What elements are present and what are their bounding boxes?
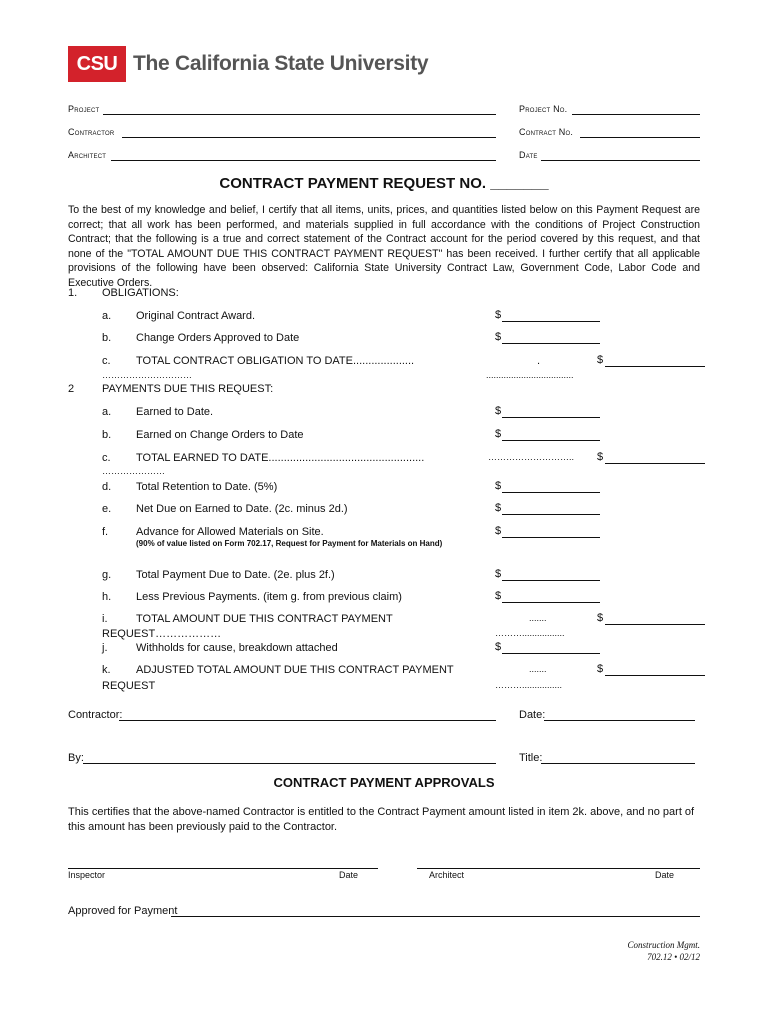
section2-number: 2: [68, 383, 75, 395]
dollar-sign: $: [495, 568, 502, 580]
item-2b-amount[interactable]: [502, 440, 600, 441]
page-title: CONTRACT PAYMENT REQUEST NO. _______: [219, 175, 549, 192]
item-2c-letter: c.: [102, 452, 111, 464]
date-field[interactable]: [541, 160, 700, 161]
form-footer: [627, 939, 700, 963]
architect-date-label: Date: [655, 870, 675, 880]
section1-number: 1.: [68, 287, 78, 299]
inspector-label: Inspector: [68, 870, 106, 880]
item-2g-label: Total Payment Due to Date. (2e. plus 2f.): [136, 569, 335, 581]
item-2d-amount[interactable]: [502, 492, 600, 493]
item-1a-label: Original Contract Award.: [136, 310, 256, 322]
item-2f-note: (90% of value listed on Form 702.17, Request for Payment for Materials on Hand): [136, 539, 443, 548]
architect-sig-field[interactable]: [417, 868, 700, 869]
item-1b-letter: b.: [102, 332, 112, 344]
item-1c-amount[interactable]: [605, 366, 705, 367]
item-2h-letter: h.: [102, 591, 112, 603]
contractor-sig-label: Contractor:: [68, 709, 123, 721]
item-2k-letter: k.: [102, 664, 111, 676]
contractor-field[interactable]: [122, 137, 496, 138]
item-1c-letter: c.: [102, 355, 111, 367]
logo-mark: CSU: [76, 53, 118, 75]
section1-title: OBLIGATIONS:: [102, 287, 179, 299]
item-2f-letter: f.: [102, 526, 109, 538]
dollar-sign: $: [597, 354, 604, 366]
dollar-sign: $: [597, 612, 604, 624]
title-label: Title:: [519, 752, 543, 764]
item-1a-amount[interactable]: [502, 321, 600, 322]
item-2e-label: Net Due on Earned to Date. (2c. minus 2d.): [136, 503, 348, 515]
item-1c-leader: …………………………: [102, 370, 192, 380]
dollar-sign: $: [495, 590, 502, 602]
item-2f-label: Advance for Allowed Materials on Site.: [136, 526, 324, 538]
contract-no-field[interactable]: [580, 137, 700, 138]
project-no-label: Project No.: [519, 104, 568, 114]
item-2j-amount[interactable]: [502, 653, 600, 654]
certification-paragraph: To the best of my knowledge and belief, I certify that all items, units, prices, and quantities listed below on this Payment Request are correct; that all work has been performed, and materials supplied in full accordance with the conditions of Project Construction Contract; that the following is a true and correct statement of the Contract account for the period covered by this request, and that none of the "TOTAL AMOUNT DUE THIS CONTRACT PAYMENT REQUEST" has been received. I further certify that all applicable provisions of the following have been observed: California State University Contract Law, Government Code, Labor Code and Executive Orders.: [68, 204, 700, 289]
item-1c-mid: .: [537, 355, 541, 367]
item-1b-label: Change Orders Approved to Date: [136, 332, 300, 344]
footer-line-1: Construction Mgmt.: [627, 940, 700, 950]
item-2g-letter: g.: [102, 569, 112, 581]
dollar-sign: $: [495, 641, 502, 653]
item-2e-letter: e.: [102, 503, 112, 515]
item-2k-mid: .......: [529, 664, 547, 674]
item-2i-label: TOTAL AMOUNT DUE THIS CONTRACT PAYMENT: [136, 613, 393, 625]
item-2k-label: ADJUSTED TOTAL AMOUNT DUE THIS CONTRACT PAYMENT: [136, 664, 454, 676]
dollar-sign: $: [495, 428, 502, 440]
approvals-title: CONTRACT PAYMENT APPROVALS: [273, 775, 495, 790]
project-field[interactable]: [103, 114, 496, 115]
item-2c-dots: ………………………..: [488, 452, 575, 462]
item-2i-label-cont: REQUEST………………: [102, 628, 222, 640]
item-2b-label: Earned on Change Orders to Date: [136, 429, 304, 441]
item-2a-amount[interactable]: [502, 417, 600, 418]
item-2c-label: TOTAL EARNED TO DATE...................................................: [136, 452, 425, 464]
contractor-date-label: Date:: [519, 709, 546, 721]
contractor-sig-field[interactable]: [119, 720, 496, 721]
inspector-sig-field[interactable]: [68, 868, 378, 869]
approved-for-payment-field[interactable]: [171, 916, 700, 917]
item-2h-amount[interactable]: [502, 602, 600, 603]
item-1a-letter: a.: [102, 310, 112, 322]
project-no-field[interactable]: [572, 114, 700, 115]
architect-field[interactable]: [111, 160, 496, 161]
project-label: Project: [68, 104, 100, 114]
item-2e-amount[interactable]: [502, 514, 600, 515]
item-2i-dots: ……….................: [495, 628, 565, 638]
item-2a-label: Earned to Date.: [136, 406, 214, 418]
dollar-sign: $: [597, 451, 604, 463]
item-2g-amount[interactable]: [502, 580, 600, 581]
dollar-sign: $: [495, 480, 502, 492]
footer-line-2: 702.12 • 02/12: [647, 952, 700, 962]
dollar-sign: $: [495, 331, 502, 343]
item-2c-amount[interactable]: [605, 463, 705, 464]
item-1c-label: TOTAL CONTRACT OBLIGATION TO DATE....................: [136, 355, 415, 367]
contractor-date-field[interactable]: [544, 720, 695, 721]
item-1c-dots: ...................................: [486, 370, 574, 380]
dollar-sign: $: [495, 405, 502, 417]
approved-for-payment-label: Approved for Payment: [68, 905, 178, 917]
csu-logo: [68, 46, 126, 82]
item-2j-label: Withholds for cause, breakdown attached: [136, 642, 338, 654]
item-2j-letter: j.: [102, 642, 108, 654]
item-2d-letter: d.: [102, 481, 112, 493]
dollar-sign: $: [597, 663, 604, 675]
approvals-paragraph: This certifies that the above-named Contractor is entitled to the Contract Payment amount listed in item 2k. above, and no part of this amount has been previously paid to the Contractor.: [68, 806, 695, 833]
by-label: By:: [68, 752, 84, 764]
item-1b-amount[interactable]: [502, 343, 600, 344]
item-2k-label-cont: REQUEST: [102, 680, 156, 692]
item-2b-letter: b.: [102, 429, 112, 441]
item-2k-amount[interactable]: [605, 675, 705, 676]
item-2i-letter: i.: [102, 613, 108, 625]
item-2d-label: Total Retention to Date. (5%): [136, 481, 278, 493]
architect-sig-label: Architect: [429, 870, 465, 880]
contractor-label: Contractor: [68, 127, 115, 137]
item-2i-amount[interactable]: [605, 624, 705, 625]
title-field[interactable]: [541, 763, 695, 764]
university-name: The California State University: [133, 52, 429, 75]
date-label: Date: [519, 150, 538, 160]
item-2h-label: Less Previous Payments. (item g. from previous claim): [136, 591, 402, 603]
item-2k-dots: ………................: [495, 680, 563, 690]
item-2c-leader: …………………: [102, 466, 165, 476]
item-2i-mid: .......: [529, 613, 547, 623]
dollar-sign: $: [495, 502, 502, 514]
by-field[interactable]: [83, 763, 496, 764]
dollar-sign: $: [495, 525, 502, 537]
dollar-sign: $: [495, 309, 502, 321]
inspector-date-label: Date: [339, 870, 359, 880]
architect-label: Architect: [68, 150, 107, 160]
contract-no-label: Contract No.: [519, 127, 574, 137]
section2-title: PAYMENTS DUE THIS REQUEST:: [102, 383, 274, 395]
item-2a-letter: a.: [102, 406, 112, 418]
item-2f-amount[interactable]: [502, 537, 600, 538]
